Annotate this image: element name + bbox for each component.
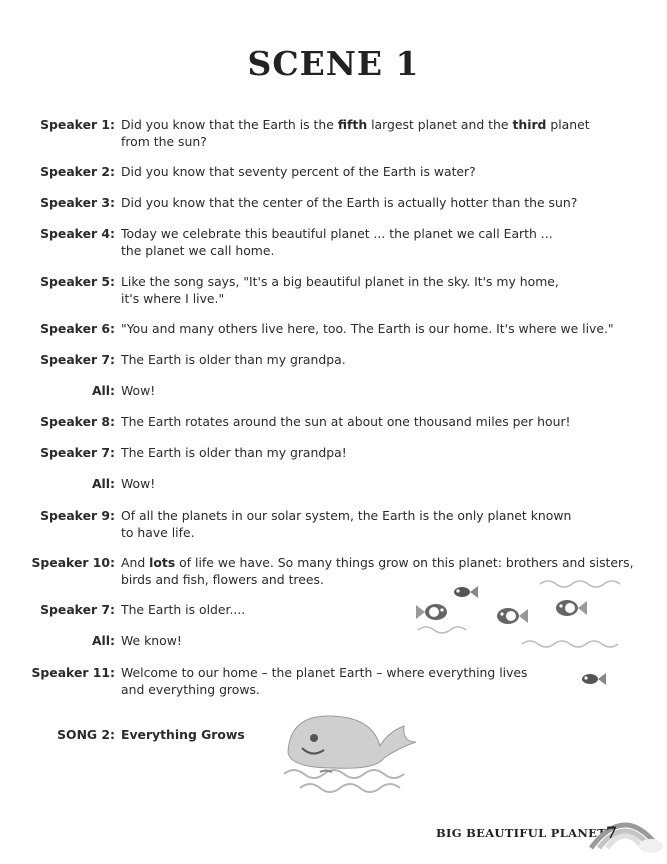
text-run: the planet we call home. — [121, 242, 275, 258]
speaker-label: Speaker 6: — [40, 321, 115, 336]
script-line — [0, 383, 640, 400]
dialogue-text — [121, 445, 640, 462]
speaker-label: Speaker 7: — [40, 352, 115, 367]
text-run: We know! — [121, 633, 182, 648]
text-run: And — [121, 555, 150, 570]
speaker-label: Speaker 3: — [40, 195, 115, 210]
speaker-label: Speaker 8: — [40, 414, 115, 429]
dialogue-text — [121, 164, 640, 181]
speaker-label: Speaker 7: — [40, 445, 115, 460]
speaker-label: Speaker 4: — [40, 226, 115, 241]
speaker-label: Speaker 1: — [40, 117, 115, 132]
bold-text: Everything Grows — [121, 727, 245, 742]
dialogue-text — [121, 383, 640, 400]
speaker-label: All: — [91, 633, 115, 648]
text-run: The Earth is older than my grandpa. — [121, 352, 346, 367]
text-run: Did you know that the center of the Earth is actually hotter than the sun? — [121, 195, 578, 210]
speaker-label: Speaker 10: — [31, 555, 115, 570]
script-line — [0, 274, 640, 307]
text-run: Did you know that the Earth is the — [121, 117, 338, 132]
fish-icon — [416, 604, 447, 620]
speaker-label: Speaker 5: — [40, 274, 115, 289]
dialogue-text — [121, 117, 640, 150]
text-run: Welcome to our home – the planet Earth – where everything lives — [121, 665, 528, 680]
text-run: "You and many others live here, too. The Earth is our home. It's where we live." — [121, 321, 614, 336]
dialogue-text — [121, 274, 640, 307]
bold-text: third — [512, 117, 547, 132]
speaker-label: Speaker 9: — [40, 508, 115, 523]
speaker-label: All: — [91, 476, 115, 491]
footer-book-title: BIG BEAUTIFUL PLANET — [436, 826, 607, 840]
script-line — [0, 117, 640, 150]
text-run: Today we celebrate this beautiful planet ... the planet we call Earth ... — [121, 226, 553, 241]
fish-icon — [556, 600, 587, 616]
script-line — [0, 226, 640, 259]
bold-text: lots — [149, 555, 176, 570]
rainbow-icon — [585, 808, 665, 853]
text-run: birds and fish, flowers and trees. — [121, 571, 324, 587]
dialogue-text — [121, 226, 640, 259]
dialogue-text — [121, 508, 640, 541]
dialogue-text — [121, 352, 640, 369]
script-line — [0, 445, 640, 462]
text-run: Did you know that seventy percent of the Earth is water? — [121, 164, 476, 179]
speaker-label: SONG 2: — [57, 727, 115, 742]
text-run: of life we have. So many things grow on this planet: brothers and sisters, — [175, 555, 634, 570]
text-run: from the sun? — [121, 133, 207, 149]
speaker-label: All: — [91, 383, 115, 398]
speaker-label: Speaker 7: — [40, 602, 115, 617]
text-run: Wow! — [121, 383, 156, 398]
text-run: largest planet and the — [367, 117, 513, 132]
script-line — [0, 195, 640, 212]
script-line — [0, 414, 640, 431]
fish-icon — [454, 586, 478, 598]
text-run: planet — [546, 117, 590, 132]
text-run: The Earth rotates around the sun at about one thousand miles per hour! — [121, 414, 571, 429]
text-run: Wow! — [121, 476, 156, 491]
bold-text: fifth — [337, 117, 368, 132]
text-run: Like the song says, "It's a big beautiful planet in the sky. It's my home, — [121, 274, 559, 289]
script-line — [0, 476, 640, 493]
dialogue-text — [121, 195, 640, 212]
script-line — [0, 164, 640, 181]
dialogue-text — [121, 321, 640, 338]
script-line — [0, 352, 640, 369]
whale-illustration — [280, 712, 440, 802]
script-line — [0, 321, 640, 338]
speaker-label: Speaker 2: — [40, 164, 115, 179]
dialogue-text — [121, 476, 640, 493]
page-title: SCENE 1 — [247, 44, 420, 83]
speaker-label: Speaker 11: — [31, 665, 115, 680]
page-number: 7 — [606, 823, 618, 842]
fish-illustration — [410, 572, 625, 697]
text-run: Of all the planets in our solar system, the Earth is the only planet known — [121, 508, 572, 523]
dialogue-text — [121, 414, 640, 431]
text-run: to have life. — [121, 524, 195, 540]
text-run: it's where I live." — [121, 290, 225, 306]
text-run: The Earth is older.... — [121, 602, 246, 617]
fish-icon — [497, 608, 528, 624]
text-run: and everything grows. — [121, 681, 260, 697]
fish-icon — [582, 673, 606, 685]
script-line — [0, 508, 640, 541]
text-run: The Earth is older than my grandpa! — [121, 445, 347, 460]
